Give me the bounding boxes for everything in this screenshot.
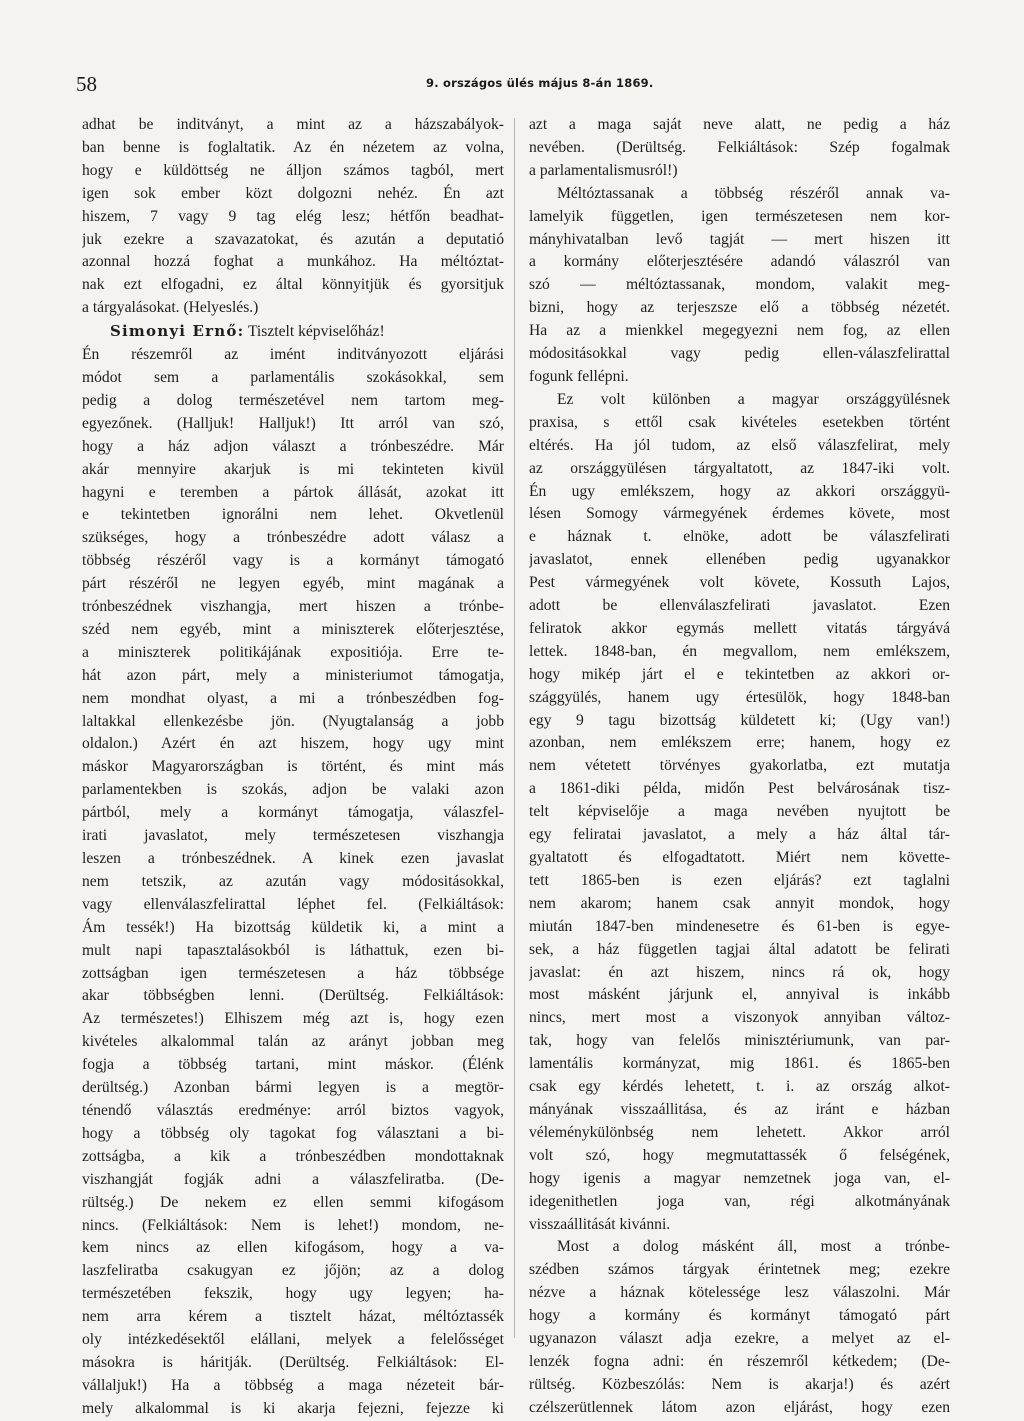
text-line: [529, 251, 950, 274]
line-text: nincs, mert most a viszonyok annyiban változ-: [529, 1009, 950, 1027]
line-text: nevében. (Derültség. Felkiáltások: Szép fogalmak: [529, 138, 950, 156]
line-text: szó — méltóztassanak, mondom, valakit meg-: [529, 276, 950, 294]
text-line: [82, 137, 504, 160]
line-text: mányhivatalban levő tagját — mert hiszen itt: [529, 230, 950, 248]
text-line: [529, 710, 950, 733]
text-line: [82, 1077, 504, 1100]
line-text: laszfeliratba csakugyan ez jőjön; az a dolog: [82, 1262, 504, 1280]
line-text: eltérés. Ha jól tudom, az első válaszfelirat, mely: [529, 436, 950, 454]
line-text: laltakkal ellenkezésbe jön. (Nyugtalanság a jobb: [82, 712, 504, 730]
text-line: [529, 1282, 950, 1305]
line-text: nem arra kérem a tisztelt házat, méltóztassék: [82, 1308, 504, 1326]
text-line: [82, 711, 504, 734]
line-text: rültség.) De nekem ez ellen semmi kifogásom: [82, 1193, 504, 1211]
text-line: [529, 801, 950, 824]
line-text: Tisztelt képviselőház!: [244, 323, 385, 341]
line-text: kem nincs az ellen kifogásom, hogy a va-: [82, 1239, 504, 1257]
line-text: czélszerütlennek látom azon eljárást, hogy ezen: [529, 1398, 950, 1416]
column-divider: [514, 118, 515, 1338]
text-line: [82, 596, 504, 619]
line-text: véleménykülönbség nem lehetett. Akkor arról: [529, 1123, 950, 1141]
text-line: [529, 160, 950, 183]
text-line: [529, 572, 950, 595]
text-line: [82, 1237, 504, 1260]
line-text: csak egy kérdés lehetett, t. i. az ország alkot-: [529, 1078, 950, 1096]
text-line: [529, 641, 950, 664]
line-text: Ám tessék!) Ha bizottság küldetik ki, a mint a: [82, 918, 504, 936]
text-line: [529, 1351, 950, 1374]
line-text: rültség. Közbeszólás: Nem is akarja!) és azért: [529, 1375, 950, 1393]
text-line: [529, 1236, 950, 1259]
text-line: [529, 183, 950, 206]
text-line: [529, 1122, 950, 1145]
text-line: [82, 619, 504, 642]
line-text: Én ugy emlékszem, hogy az akkori országgyü-: [529, 482, 950, 500]
text-line: [529, 435, 950, 458]
page-header: [76, 72, 954, 102]
line-text: hogy a ház adjon választ a trónbeszédre. Már: [82, 437, 504, 455]
line-text: azonnal hozzá foghat a munkához. Ha méltóztat-: [82, 253, 504, 271]
line-text: Ez volt különben a magyar országgyülésnek: [557, 390, 950, 408]
line-text: most másként járjunk el, annyival is inkább: [529, 986, 950, 1004]
text-line: [529, 1076, 950, 1099]
text-line: [529, 1145, 950, 1168]
text-line: [529, 297, 950, 320]
line-text: oldalon.) Azért én azt hiszem, hogy ugy mint: [82, 735, 504, 753]
line-text: Ha az a mienkkel megegyezni nem fog, az ellen: [529, 322, 950, 340]
text-line: [82, 825, 504, 848]
text-line: [82, 160, 504, 183]
text-line: [82, 229, 504, 252]
line-text: lettek. 1848-ban, én megvallom, nem emlékszem,: [529, 642, 950, 660]
line-text: a tárgyalásokat. (Helyeslés.): [82, 299, 259, 317]
line-text: vállaljuk!) Ha a többség a maga nézeteit bár-: [82, 1376, 504, 1394]
line-text: visszaállitását kivánni.: [529, 1215, 671, 1233]
text-line: [529, 847, 950, 870]
line-text: párt részéről ne legyen egyéb, mint magának a: [82, 575, 504, 593]
line-text: igen sok ember közt dolgozni nehéz. Én azt: [82, 184, 504, 202]
line-text: másokra is háritják. (Derültség. Felkiáltások: El-: [82, 1353, 504, 1371]
line-text: lamelyik független, igen természetesen nem kor-: [529, 207, 950, 225]
line-text: hogy mikép járt el e tekintetben az akkori or-: [529, 665, 950, 683]
line-text: gyaltatott és elfogadtatott. Miért nem követte-: [529, 849, 950, 866]
text-line: [82, 1215, 504, 1238]
line-text: hát azon párt, mely a ministeriumot támogatja,: [82, 666, 504, 684]
text-line: [82, 1100, 504, 1123]
text-line: [529, 137, 950, 160]
line-text: módot sem a parlamentális szokásokkal, sem: [82, 368, 504, 386]
text-line: [82, 251, 504, 274]
text-line: [529, 1397, 950, 1420]
text-line: [82, 1329, 504, 1352]
line-text: hogy a többség oly tagokat fog választani a bi-: [82, 1124, 504, 1142]
line-text: juk ezekre a szavazatokat, és azután a deputatió: [82, 230, 504, 248]
line-text: tett 1865-ben is ezen eljárás? ezt taglalni: [529, 871, 950, 889]
text-line: [82, 114, 504, 137]
text-line: [529, 939, 950, 962]
text-line: [529, 366, 950, 389]
line-text: pedig a dolog természetével nem tartom meg-: [82, 391, 504, 409]
text-line: [82, 504, 504, 527]
text-line: [82, 274, 504, 297]
line-text: azonban, nem emlékszem erre; hanem, hogy ez: [529, 734, 950, 752]
text-line: [529, 984, 950, 1007]
line-text: javaslat: én azt hiszem, nincs rá ok, hogy: [529, 963, 950, 981]
page-number: 58: [76, 72, 97, 96]
text-line: [529, 664, 950, 687]
text-line: [529, 824, 950, 847]
line-text: feliratok akkor egymás mellett vitatás tárgyává: [529, 619, 950, 637]
text-line: [529, 893, 950, 916]
line-text: Én részemről az imént inditványozott eljárási: [82, 346, 504, 364]
text-line: [82, 779, 504, 802]
line-text: máskor Magyarországban is történt, és mint más: [82, 758, 504, 776]
line-text: fogja a többség tartani, mint máskor. (Élénk: [82, 1056, 504, 1074]
line-text: módositásokkal vagy pedig ellen-válaszfelirattal: [529, 345, 950, 363]
line-text: ténendő választás eredménye: arról biztos vagyok,: [82, 1101, 504, 1119]
text-line: [529, 389, 950, 412]
line-text: mányának visszaállitása, és az iránt e házban: [529, 1100, 950, 1118]
line-text: zottságban igen természetesen a ház többsége: [82, 964, 504, 982]
line-text: azt a maga saját neve alatt, ne pedig a ház: [529, 116, 950, 133]
text-line: [529, 1328, 950, 1351]
text-line: [82, 733, 504, 756]
line-text: e tekintetben ignorálni nem lehet. Okvetlenül: [82, 506, 504, 524]
text-line: [82, 344, 504, 367]
text-line: [82, 917, 504, 940]
text-line: [82, 573, 504, 596]
text-line: [82, 550, 504, 573]
text-line: [82, 642, 504, 665]
line-text: idegenithetlen joga van, régi alkotmányának: [529, 1192, 950, 1210]
text-line: [82, 1169, 504, 1192]
text-line: [529, 595, 950, 618]
line-text: hiszem, 7 vagy 9 tag elég lesz; hétfőn beadhat-: [82, 207, 504, 225]
line-text: nem tetszik, az azután vagy módositásokkal,: [82, 872, 504, 890]
line-text: egy 9 tagu bizottság küldetett ki; (Ugy van!): [529, 711, 950, 729]
text-line: [529, 503, 950, 526]
text-line: [529, 458, 950, 481]
line-text: nem vétetett törvényes gyakorlatba, ezt mutatja: [529, 757, 950, 775]
line-text: mult napi tapasztalásokból is láthattuk, ezen bi-: [82, 941, 504, 959]
line-text: bizni, hogy az terjeszsze elő a többség nézetét.: [529, 299, 950, 317]
text-line: [82, 688, 504, 711]
line-text: egy feliratai javaslatot, a mely a ház által tár-: [529, 826, 950, 844]
text-line: [82, 940, 504, 963]
line-text: nézve a háznak kötelessége lesz válaszolni. Már: [529, 1284, 950, 1302]
line-text: a miniszterek politikájának expositiója. Erre te-: [82, 643, 504, 661]
text-line: [529, 687, 950, 710]
text-line: [529, 1099, 950, 1122]
line-text: a kormány előterjesztésére adandó válaszról van: [529, 253, 950, 271]
text-line: [82, 1398, 504, 1421]
text-line: [529, 1259, 950, 1282]
line-text: lésen Somogy vármegyének érdemes követe, most: [529, 505, 950, 523]
text-line: [529, 1191, 950, 1214]
text-line: [82, 459, 504, 482]
text-line: [82, 390, 504, 413]
text-line: [82, 297, 504, 320]
text-line: [529, 870, 950, 893]
text-line: [82, 1375, 504, 1398]
line-text: zottságba, a kik a trónbeszédben mondottaknak: [82, 1147, 504, 1165]
line-text: viszhangját fogják adni a válaszfeliratba. (De-: [82, 1170, 504, 1188]
text-line: [529, 412, 950, 435]
line-text: mely alkalommal is ki akarja fejezni, fejezze ki: [82, 1399, 504, 1417]
text-line: [82, 1192, 504, 1215]
text-line: [529, 1030, 950, 1053]
line-text: a parlamentalismusról!): [529, 161, 678, 179]
line-text: parlamentekben is szokás, adjon be valaki azon: [82, 781, 504, 799]
text-line: [82, 1008, 504, 1031]
text-line: [529, 1305, 950, 1328]
text-line: [82, 1352, 504, 1375]
line-text: szédben számos tárgyak érintetnek meg; ezekre: [529, 1261, 950, 1279]
text-line: [529, 1214, 950, 1237]
text-line: [82, 1031, 504, 1054]
line-text: ugyanazon választ adja ezekre, a melyet az el-: [529, 1330, 950, 1348]
line-text: nem akarom; hanem csak annyit mondok, hogy: [529, 894, 950, 912]
text-line: [529, 755, 950, 778]
right-text-column: [529, 114, 950, 1420]
text-line: [529, 526, 950, 549]
text-line: [82, 1123, 504, 1146]
line-text: lenzék fogna adni: én részemről kétkedem; (De-: [529, 1352, 950, 1370]
text-line: [529, 481, 950, 504]
line-text: telt képviselője a maga nevében nyujtott be: [529, 803, 950, 821]
text-line: [82, 871, 504, 894]
text-line: [529, 916, 950, 939]
text-line: [82, 1306, 504, 1329]
line-text: adhat be inditványt, a mint az a házszabályok-: [82, 116, 504, 133]
text-line: [82, 1146, 504, 1169]
line-text: praxisa, s ettől csak kivételes esetekben történt: [529, 413, 950, 431]
line-text: volt szó, hogy megmutattassék ő felségének,: [529, 1146, 950, 1164]
line-text: hogy igenis a magyar nemzetnek joga van, el-: [529, 1169, 950, 1187]
line-text: ban benne is foglaltatik. Az én nézetem az volna,: [82, 138, 504, 156]
line-text: az országgyülésen tárgyaltatott, az 1847-iki volt.: [529, 459, 950, 477]
text-line: [529, 343, 950, 366]
line-text: akar többségben lenni. (Derültség. Felkiáltások:: [82, 987, 504, 1005]
line-text: javaslatot, ennek ellenében pedig ugyanakkor: [529, 551, 950, 569]
line-text: szággyülés, hanem ugy értesülök, hogy 1848-ban: [529, 688, 950, 706]
line-text: természetében fekszik, hogy ugy legyen; ha-: [82, 1285, 504, 1303]
line-text: akár mennyire akarjuk is mi tekinteten kivül: [82, 460, 504, 478]
text-line: [529, 549, 950, 572]
text-line: [82, 756, 504, 779]
text-line: [82, 665, 504, 688]
line-text: Méltóztassanak a többség részéről annak va-: [557, 184, 950, 202]
running-title: 9. országos ülés május 8-án 1869.: [426, 76, 654, 90]
line-text: többség részéről vagy is a kormányt támogató: [82, 552, 504, 570]
text-line: [529, 618, 950, 641]
text-line: [82, 183, 504, 206]
line-text: széd nem egyéb, mint a miniszterek előterjesztése,: [82, 620, 504, 638]
text-line: [82, 963, 504, 986]
text-line: [529, 1374, 950, 1397]
line-text: nem mondhat olyast, a mi a trónbeszédben fog-: [82, 689, 504, 707]
text-line: [82, 1054, 504, 1077]
text-line: [82, 482, 504, 505]
text-line: [82, 802, 504, 825]
text-line: [82, 436, 504, 459]
line-text: sek, a ház független tagjai által adatott be felirati: [529, 940, 950, 958]
line-text: vagy ellenválaszfelirattal léphet fel. (Felkiáltások:: [82, 895, 504, 913]
text-line: [529, 206, 950, 229]
line-text: fogunk fellépni.: [529, 367, 629, 385]
line-text: nak ezt elfogadni, ez által könnyitjük és gyorsitjuk: [82, 276, 504, 294]
text-line: [82, 1283, 504, 1306]
text-line: [529, 1007, 950, 1030]
text-line: [82, 1260, 504, 1283]
line-text: a 1861-diki példa, midőn Pest belvárosának tisz-: [529, 780, 950, 798]
line-text: hogy e küldöttség ne álljon számos tagból, mert: [82, 161, 504, 179]
text-line: [82, 894, 504, 917]
text-line: [529, 229, 950, 252]
line-text: pártból, mely a kormányt támogatja, válaszfel-: [82, 804, 504, 822]
text-line: [529, 114, 950, 137]
line-text: irati javaslatot, mely természetesen viszhangja: [82, 827, 504, 845]
line-text: egyezőnek. (Halljuk! Halljuk!) Itt arról van szó,: [82, 414, 504, 432]
line-text: hogy a kormány és kormányt támogató párt: [529, 1307, 950, 1325]
line-text: e háznak t. elnöke, adott be válaszfelirati: [529, 528, 950, 546]
text-line: [529, 1053, 950, 1076]
line-text: szükséges, hogy a trónbeszédre adott válasz a: [82, 529, 504, 547]
text-line: [529, 962, 950, 985]
text-line: [82, 527, 504, 550]
text-line: [82, 320, 504, 344]
text-line: [529, 320, 950, 343]
line-text: Az természetes!) Elhiszem még azt is, hogy ezen: [82, 1010, 504, 1028]
line-text: leszen a trónbeszédnek. A kinek ezen javaslat: [82, 850, 504, 867]
line-text: hagyni e teremben a pártok állását, azokat itt: [82, 483, 504, 501]
line-text: Most a dolog másként áll, most a trónbe-: [557, 1238, 950, 1256]
text-line: [529, 274, 950, 297]
line-text: kivételes alkalommal talán az arányt jobban meg: [82, 1033, 504, 1051]
line-text: Pest vármegyének volt követe, Kossuth Lajos,: [529, 574, 950, 592]
left-text-column: [82, 114, 504, 1421]
line-text: trónbeszédnek viszhangja, mert hiszen a trónbe-: [82, 598, 504, 616]
line-text: tak, hogy van felelős minisztériumunk, van par-: [529, 1032, 950, 1050]
text-line: [82, 985, 504, 1008]
line-text: oly intézkedésektől elállani, melyek a felelősséget: [82, 1331, 504, 1349]
text-line: [529, 778, 950, 801]
text-line: [82, 413, 504, 436]
text-line: [529, 732, 950, 755]
line-text: lamentális kormányzat, mig 1861. és 1865-ben: [529, 1055, 950, 1073]
text-line: [82, 367, 504, 390]
text-line: [529, 1168, 950, 1191]
line-text: derültség.) Azonban bármi legyen is a megtör-: [82, 1079, 504, 1097]
speaker-name: Simonyi Ernő:: [110, 322, 245, 341]
text-line: [82, 848, 504, 871]
line-text: miután 1847-ben mindenesetre és 61-ben is egye-: [529, 917, 950, 935]
line-text: nincs. (Felkiáltások: Nem is lehet!) mondom, ne-: [82, 1216, 504, 1234]
line-text: adott be ellenválaszfelirati javaslatot. Ezen: [529, 597, 950, 615]
text-line: [82, 206, 504, 229]
